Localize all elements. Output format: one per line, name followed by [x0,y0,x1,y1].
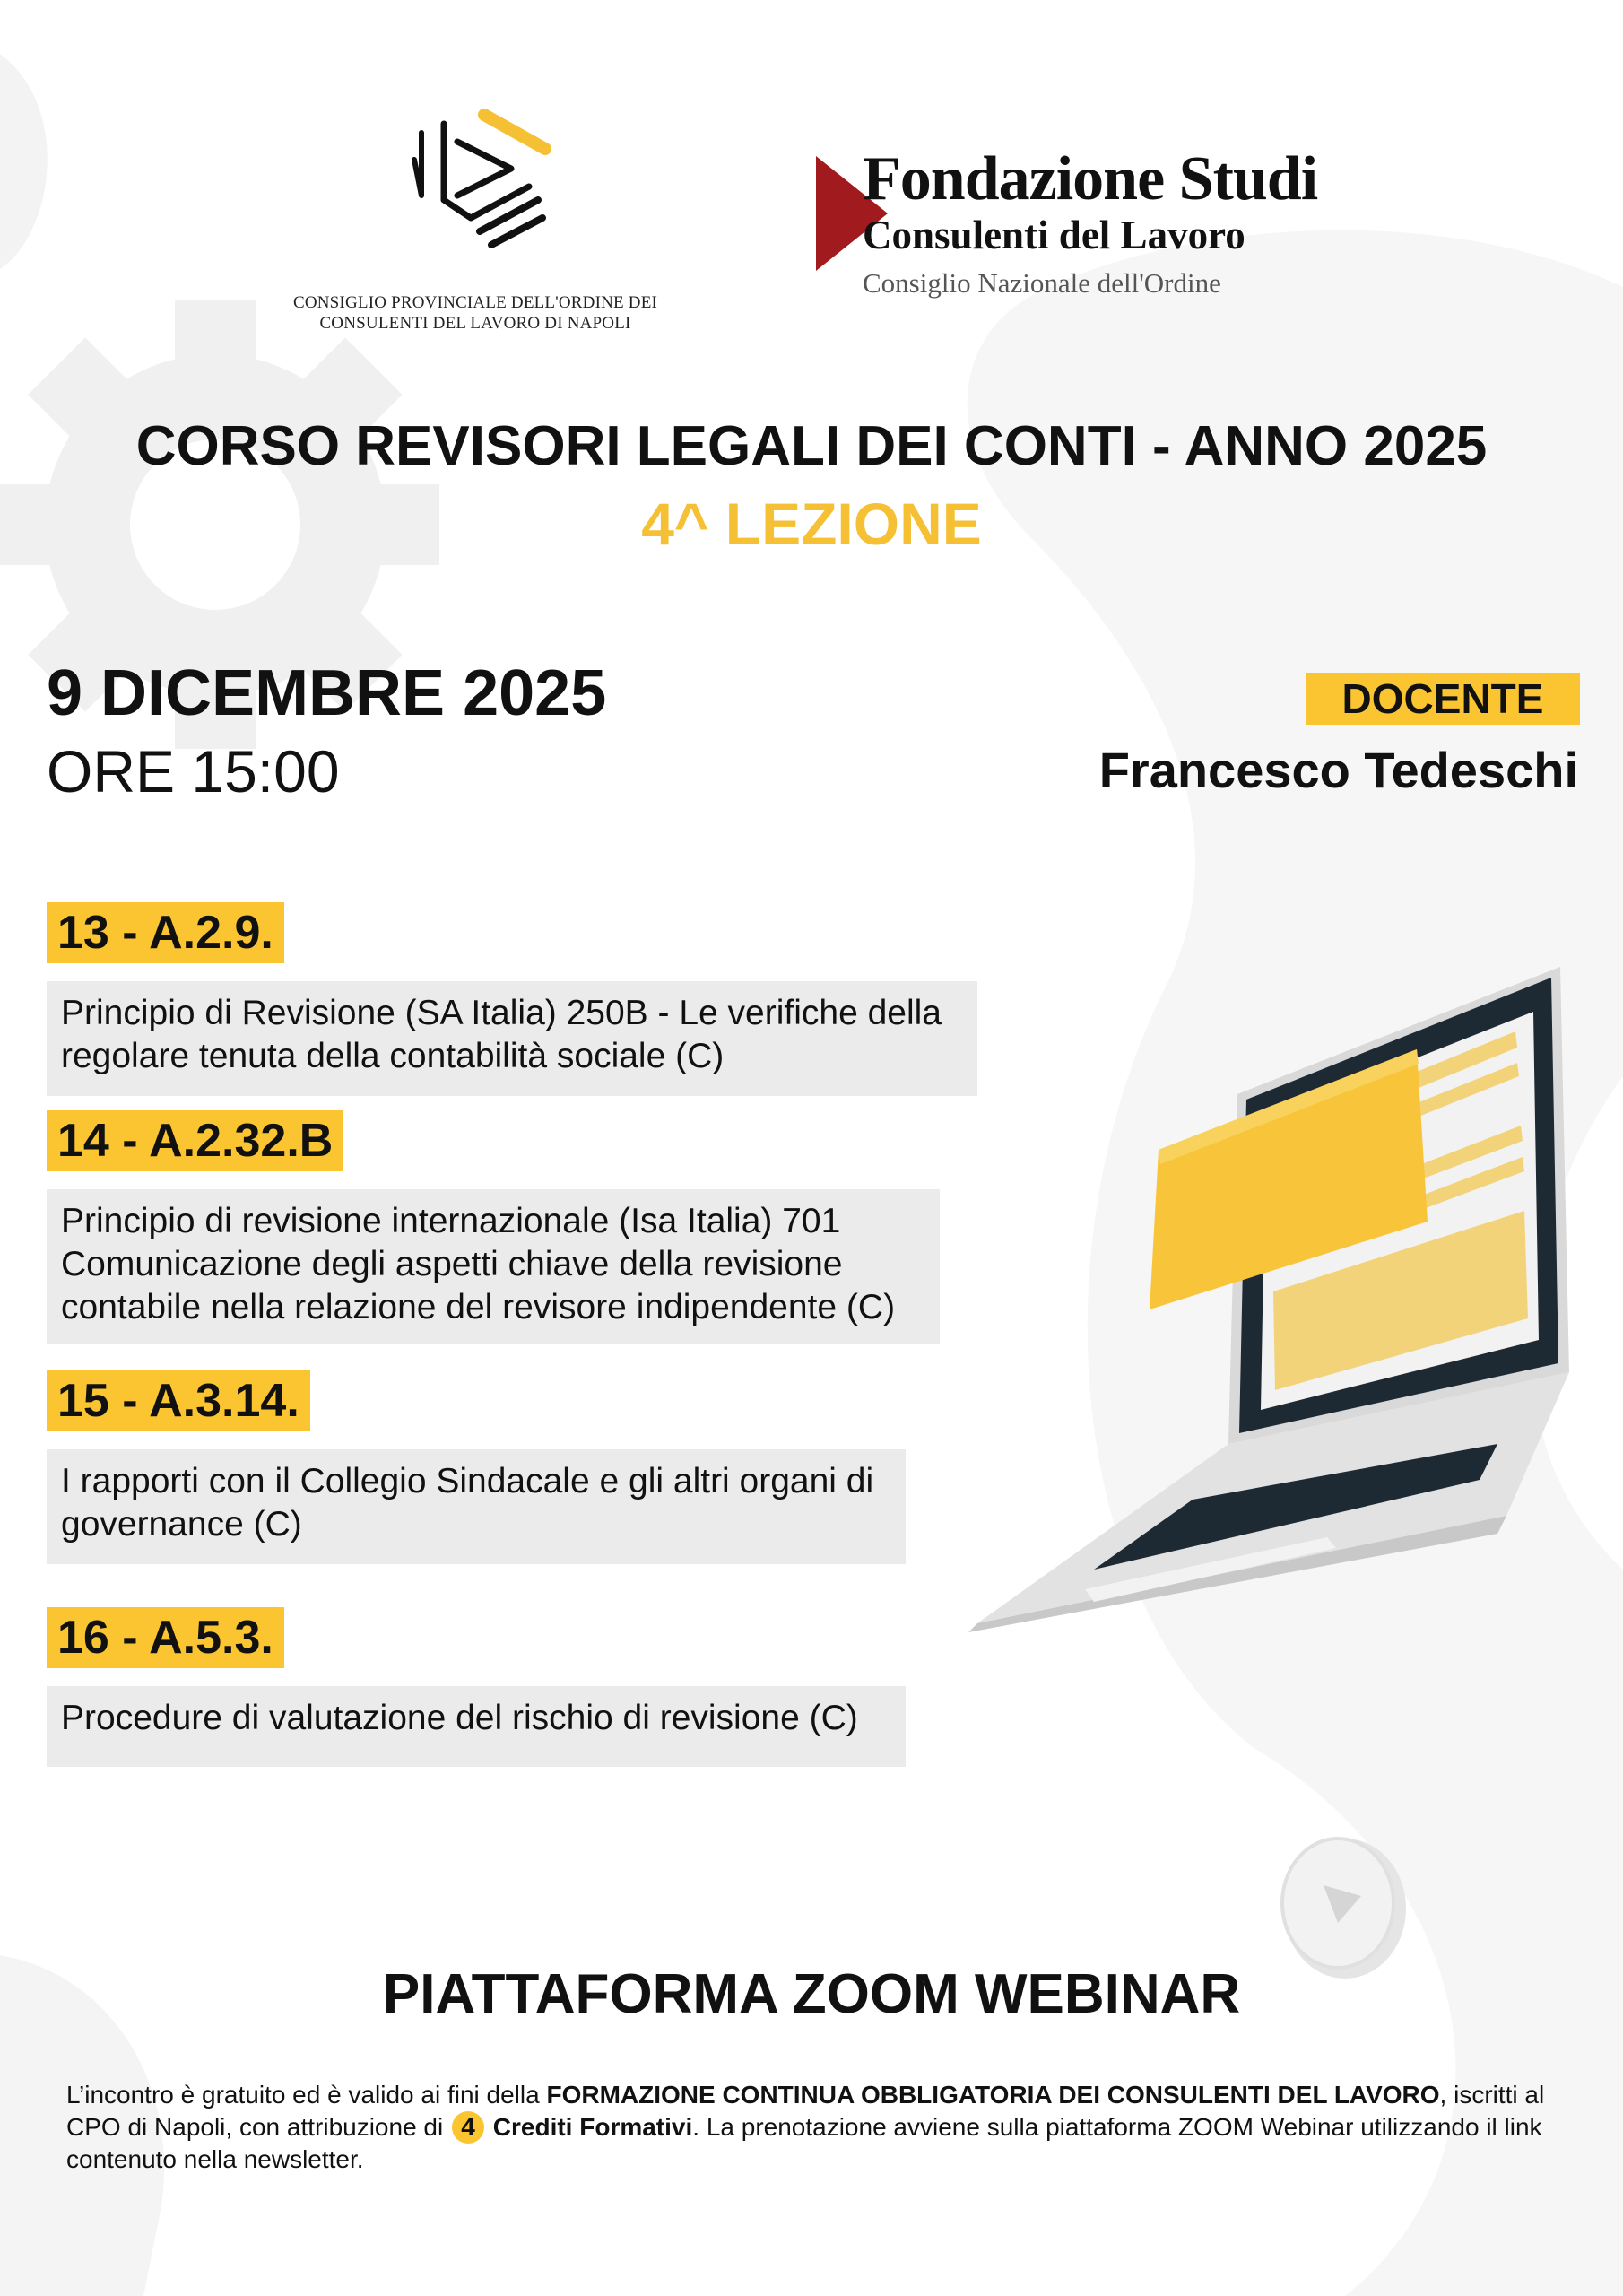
fondazione-studi-title: Fondazione Studi [863,144,1318,213]
docente-name: Francesco Tedeschi [1098,742,1578,798]
module-description [47,1189,940,1344]
course-title: CORSO REVISORI LEGALI DEI CONTI - ANNO 2025 [135,415,1488,477]
footer-text: L’incontro è gratuito ed è valido ai fini della [66,2081,547,2109]
footer-bold-text: FORMAZIONE CONTINUA OBBLIGATORIA DEI CONSULENTI DEL LAVORO [546,2081,1440,2109]
module-description-line: I rapporti con il Collegio Sindacale e gli altri organi di [61,1462,874,1500]
cpo-caption-line1: CONSIGLIO PROVINCIALE DELL'ORDINE DEI [292,293,658,312]
module-code: 16 - A.5.3. [47,1607,284,1668]
footer-bold-text: Crediti Formativi [492,2113,693,2141]
event-time: ORE 15:00 [47,738,340,804]
module-description-line: Principio di revisione internazionale (Isa Italia) 701 [61,1202,841,1240]
module-description [47,981,977,1096]
module-description [47,1449,906,1564]
module-description-line: contabile nella relazione del revisore indipendente (C) [61,1288,896,1326]
docente-badge: DOCENTE [1306,673,1580,725]
play-button-icon [1271,1830,1415,1982]
fondazione-studi-subtitle2: Consiglio Nazionale dell'Ordine [863,267,1221,299]
module-description-line: Comunicazione degli aspetti chiave della revisione [61,1245,843,1283]
laptop-illustration-icon [950,942,1578,1641]
credits-badge: 4 [452,2111,484,2144]
footer-note [66,2079,1573,2176]
fondazione-studi-subtitle: Consulenti del Lavoro [863,213,1245,257]
cpo-caption-line2: CONSULENTI DEL LAVORO DI NAPOLI [319,314,631,333]
footer-text: , iscritti al CPO di Napoli, con attribuzione di [66,2081,1545,2141]
module-description [47,1686,906,1767]
footer-text: . La prenotazione avviene sulla piattaforma ZOOM Webinar utilizzando il link contenuto nella newsletter. [66,2113,1542,2173]
platform-title: PIATTAFORMA ZOOM WEBINAR [382,1963,1241,2025]
module-description-line: Principio di Revisione (SA Italia) 250B - Le verifiche della [61,994,942,1032]
module-description-line: Procedure di valutazione del rischio di revisione (C) [61,1699,858,1737]
event-date: 9 DICEMBRE 2025 [47,657,607,729]
module-code: 15 - A.3.14. [47,1370,310,1431]
module-code: 14 - A.2.32.B [47,1110,343,1171]
lesson-number: 4^ LEZIONE [641,491,982,557]
module-description-line: regolare tenuta della contabilità sociale (C) [61,1037,725,1075]
module-description-line: governance (C) [61,1505,302,1544]
cpo-napoli-logo [395,106,565,258]
cpo-caption [260,292,690,334]
module-code: 13 - A.2.9. [47,902,284,963]
